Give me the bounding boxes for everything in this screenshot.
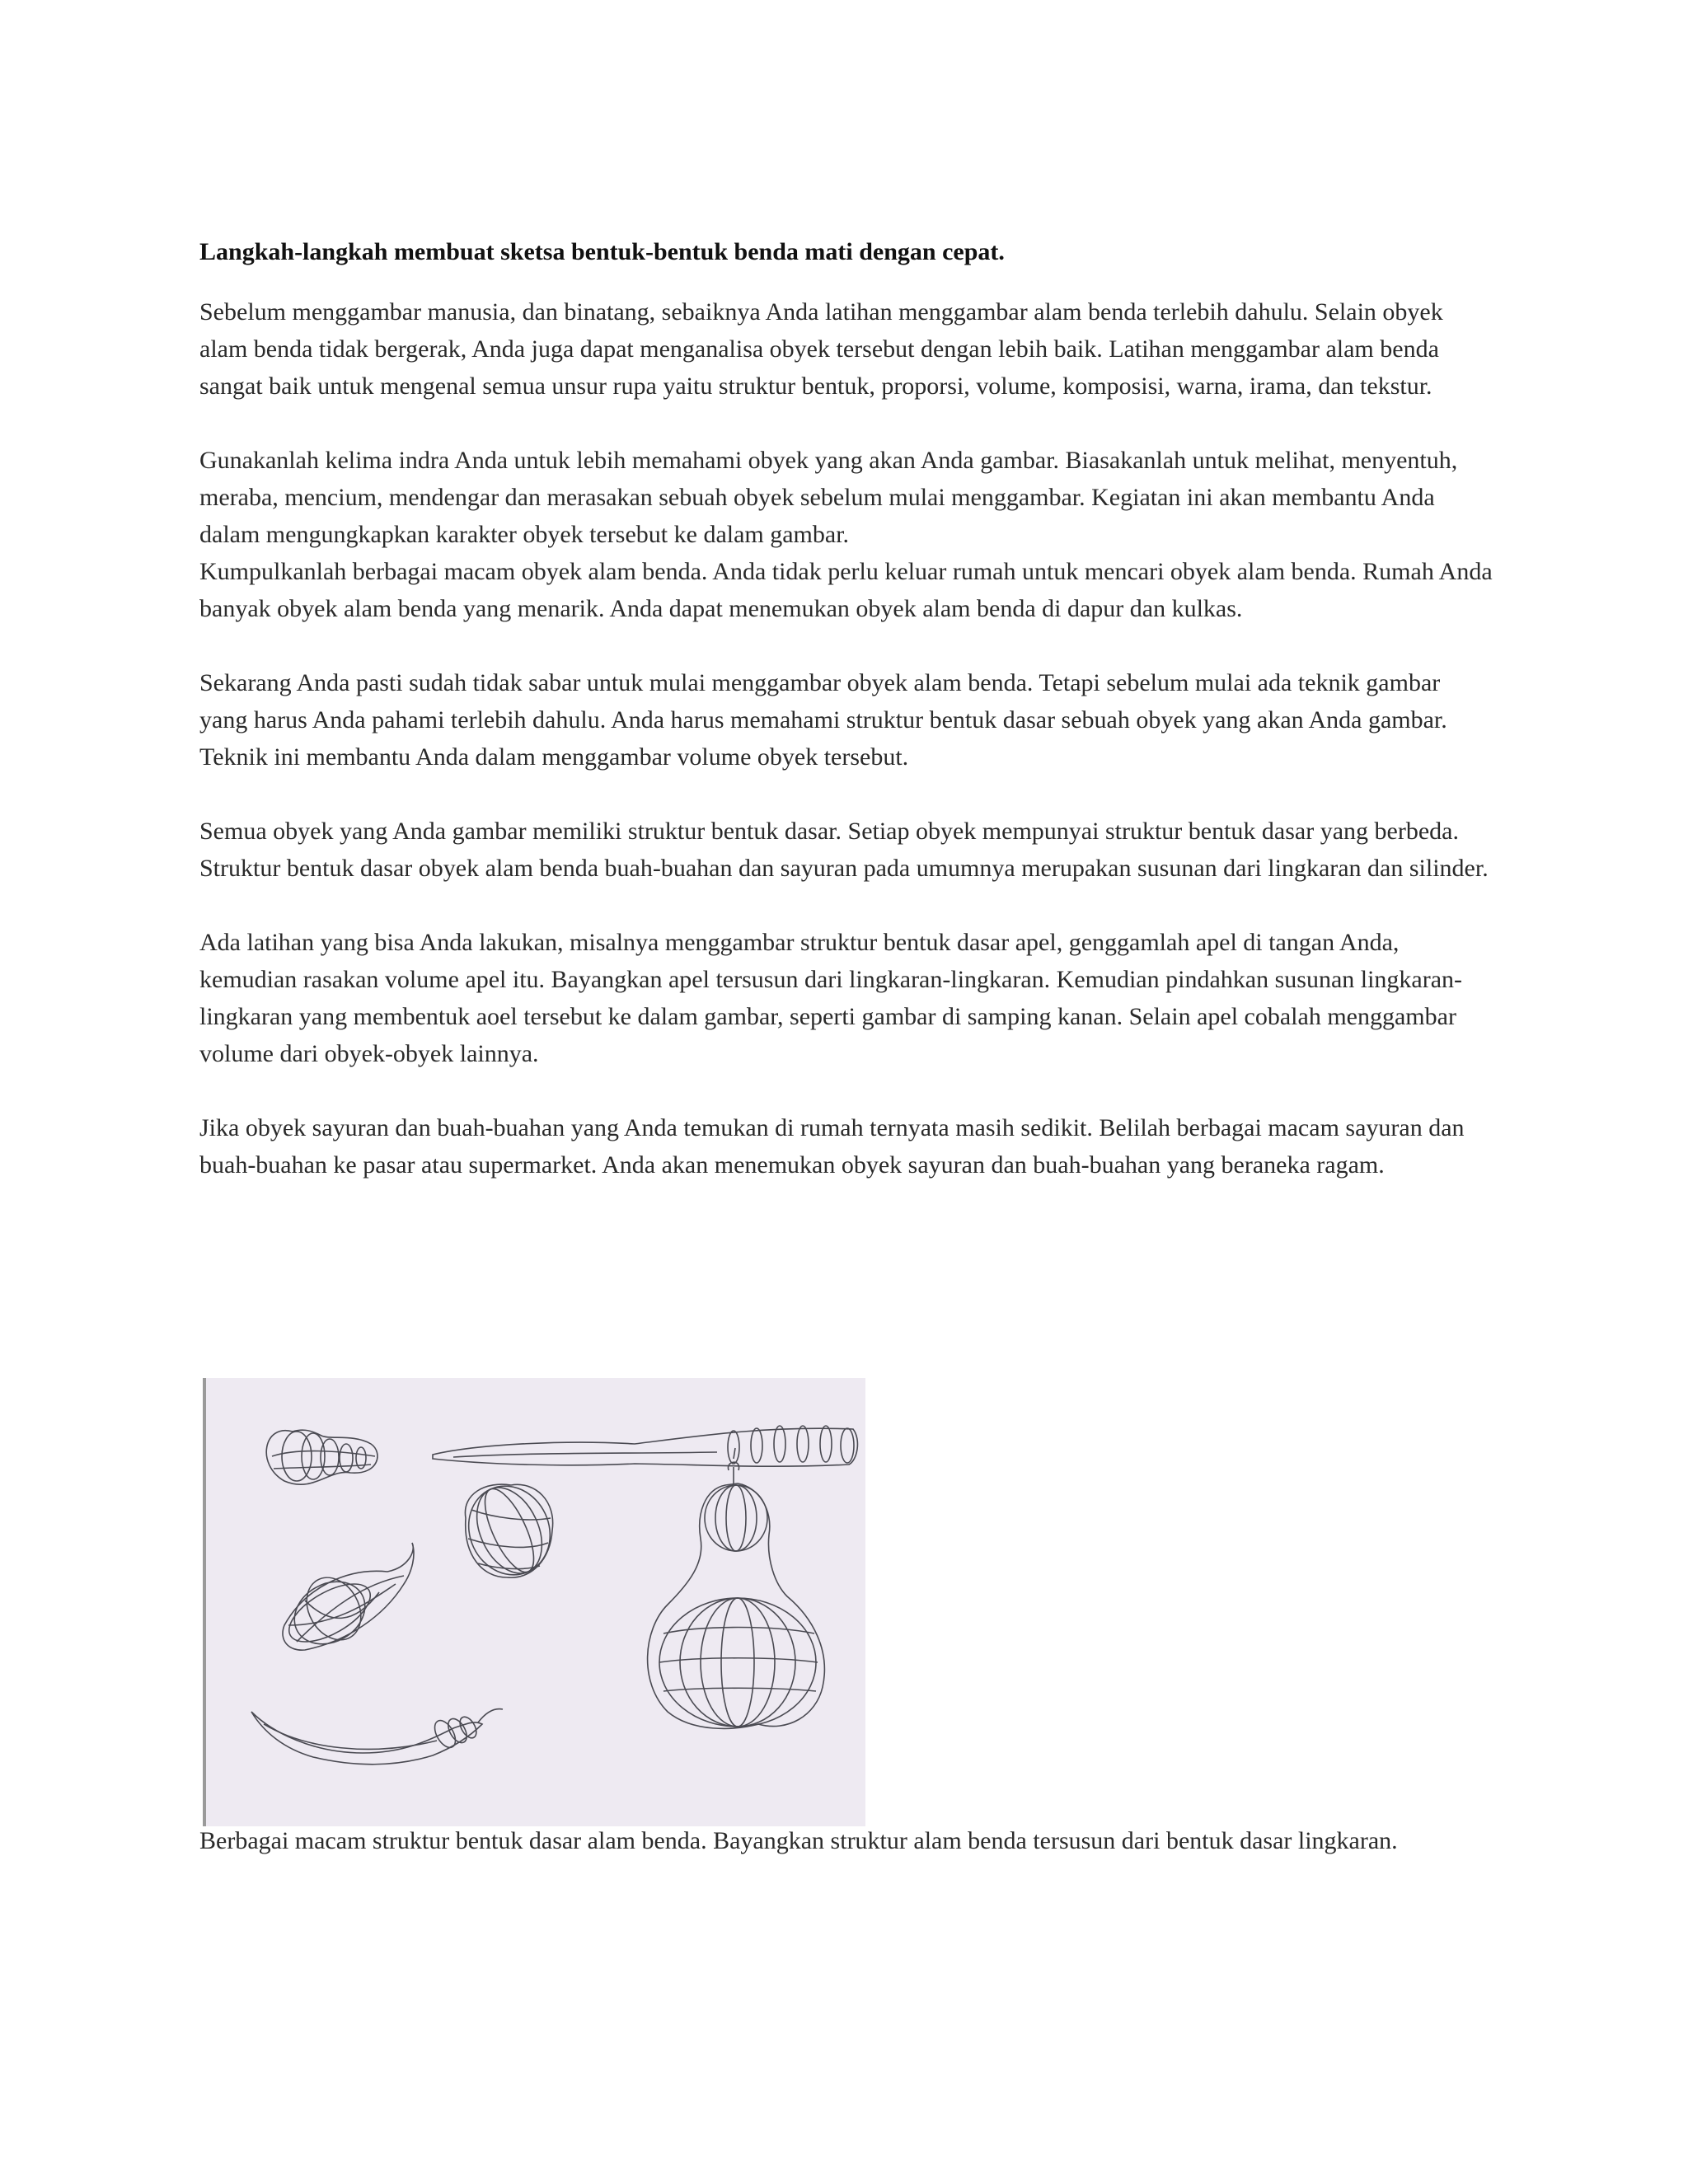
paragraph-3: Kumpulkanlah berbagai macam obyek alam benda. Anda tidak perlu keluar rumah untuk mencari obyek alam benda. Rumah Anda banyak obyek alam benda yang menarik. Anda dapat menemukan obyek alam benda di dapur dan kulkas.	[199, 558, 1493, 622]
paprika-sketch	[454, 1473, 564, 1588]
paragraph-5: Semua obyek yang Anda gambar memiliki struktur bentuk dasar. Setiap obyek mempunyai struktur bentuk dasar yang berbeda. Struktur bentuk dasar obyek alam benda buah-buahan dan sayuran pada umumnya merupakan susunan dari lingkaran dan silinder.	[199, 818, 1489, 882]
paragraph-2: Gunakanlah kelima indra Anda untuk lebih memahami obyek yang akan Anda gambar. Biasakanlah untuk melihat, menyentuh, meraba, mencium, mendengar dan merasakan sebuah obyek sebelum mulai menggambar. Kegiatan ini akan membantu Anda dalam mengungkapkan karakter obyek tersebut ke dalam gambar.	[199, 447, 1458, 548]
paragraph-1: Sebelum menggambar manusia, dan binatang, sebaiknya Anda latihan menggambar alam benda terlebih dahulu. Selain obyek alam benda tidak bergerak, Anda juga dapat menganalisa obyek tersebut dengan lebih baik. Latihan menggambar alam benda sangat baik untuk mengenal semua unsur rupa yaitu struktur bentuk, proporsi, volume, komposisi, warna, irama, dan tekstur.	[199, 298, 1443, 400]
gourd-sketch	[266, 1430, 377, 1484]
fruit-sketch-drawing	[206, 1378, 865, 1826]
chili-sketch	[251, 1709, 503, 1765]
long-vegetable-sketch	[433, 1426, 857, 1466]
sketch-figure	[203, 1378, 865, 1826]
document-title: Langkah-langkah membuat sketsa bentuk-bentuk benda mati dengan cepat.	[199, 238, 1005, 265]
onion-sketch	[280, 1543, 414, 1657]
figure-caption: Berbagai macam struktur bentuk dasar alam benda. Bayangkan struktur alam benda tersusun dari bentuk dasar lingkaran.	[199, 1827, 1398, 1854]
paragraph-7: Jika obyek sayuran dan buah-buahan yang Anda temukan di rumah ternyata masih sedikit. Belilah berbagai macam sayuran dan buah-buahan ke pasar atau supermarket. Anda akan menemukan obyek sayuran dan buah-buahan yang beraneka ragam.	[199, 1114, 1465, 1179]
pear-sketch	[648, 1448, 825, 1728]
paragraph-6: Ada latihan yang bisa Anda lakukan, misalnya menggambar struktur bentuk dasar apel, genggamlah apel di tangan Anda, kemudian rasakan volume apel itu. Bayangkan apel tersusun dari lingkaran-lingkaran. Kemudian pindahkan susunan lingkaran-lingkaran yang membentuk aoel tersebut ke dalam gambar, seperti gambar di samping kanan. Selain apel cobalah menggambar volume dari obyek-obyek lainnya.	[199, 929, 1463, 1067]
paragraph-4: Sekarang Anda pasti sudah tidak sabar untuk mulai menggambar obyek alam benda. Tetapi sebelum mulai ada teknik gambar yang harus Anda pahami terlebih dahulu. Anda harus memahami struktur bentuk dasar sebuah obyek yang akan Anda gambar. Teknik ini membantu Anda dalam menggambar volume obyek tersebut.	[199, 669, 1447, 771]
document-body	[199, 234, 1493, 1221]
